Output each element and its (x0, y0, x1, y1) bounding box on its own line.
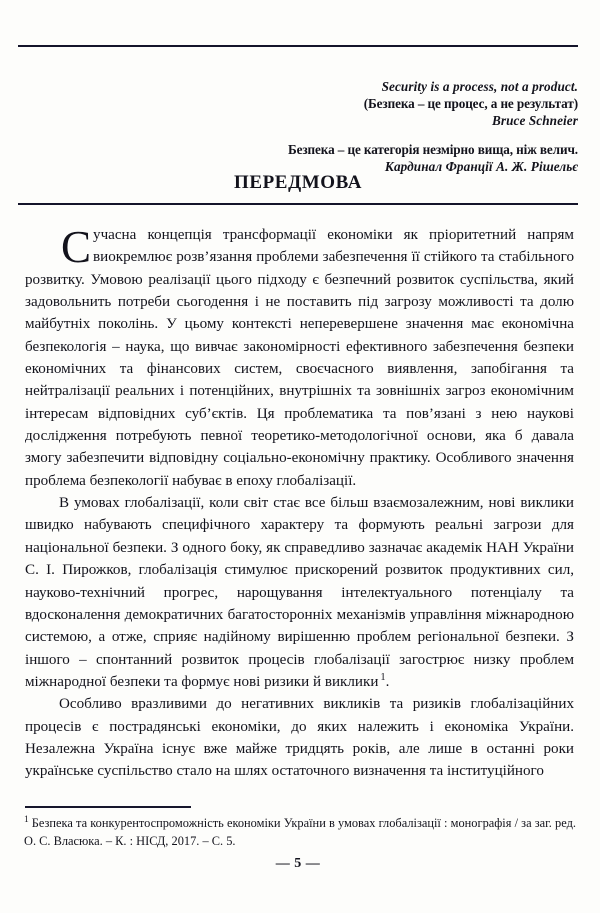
paragraph-3: Особливо вразливими до негативних викликів та ризиків глобалізаційних процесів є пострадянські економіки, до яких належить і економіка України. Незалежна Україна існує вже майже тридцять років, але лише в останні роки українське суспільство стало на шлях остаточного визначення та інституційного (25, 696, 574, 780)
epigraph-block (18, 78, 578, 175)
footnote-reference-marker[interactable]: 1 (380, 671, 386, 683)
paragraph-2-text: В умовах глобалізації, коли світ стає все більш взаємозалежним, нові виклики швидко набувають специфічного характеру та формують реальні загрози для національної безпеки. З одного боку, як справедливо зазначає академік НАН України С. І. Пирожков, глобалізація стимулює прискорений розвиток продуктивних сил, науково-технічний прогрес, нарощування інтелектуального потенціалу та вдосконалення демократичних багатосторонніх механізмів управління міжнародною системою, а отже, сприяє надійному вирішенню проблем регіональної безпеки. З іншого – спонтанний розвиток процесів глобалізації загострює низку проблем міжнародної безпеки та формує нові ризики й виклики (25, 495, 574, 690)
epigraph-1-quote-original: Security is a process, not a product. (381, 79, 578, 94)
epigraph-1-quote-translation: (Безпека – це процес, а не результат) (363, 96, 578, 112)
paragraph-1-text: учасна концепція трансформації економіки як пріоритетний напрям виокремлює розв’язання проблеми забезпечення її стійкого та стабільного розвитку. Умовою реалізації цього підходу є безпечний розвиток суспільства, який задовольнить потреби сьогодення і не поставить під загрозу можливості та долю майбутніх поколінь. У цьому контексті неперевершене значення має економічна безпекологія – наука, що вивчає закономірності ефективного забезпечення безпеки економічних та фінансових систем, своєчасного виявлення, запобігання та нейтралізації реальних і потенційних, внутрішніх та зовнішніх загроз економічним інтересам відповідних суб’єктів. Ця проблематика та пов’язані з нею наукові дослідження потребують певної теоретико-методологічної основи, яка б давала змогу забезпечити відповідну соціально-економічну практику. Особливого значення проблема безпекології набуває в епоху глобалізації. (25, 227, 574, 489)
paragraph-2-text-tail: . (385, 673, 390, 690)
paragraph-2 (25, 492, 574, 693)
heading-underline-rule (18, 203, 578, 205)
drop-cap: С (61, 222, 92, 272)
body-text-column (25, 224, 574, 783)
footnote-marker: 1 (24, 814, 29, 825)
top-horizontal-rule (18, 45, 578, 47)
paragraph-1 (25, 224, 574, 492)
footnote-text: Безпека та конкурентоспроможність економіки України в умовах глобалізації : монографія / за заг. ред. О. С. Власюка. – К. : НІСД, 2017. – С. 5. (24, 816, 576, 848)
epigraph-1-author: Bruce Schneier (491, 113, 578, 129)
epigraph-spacer (18, 130, 578, 141)
footnote-separator-rule (25, 806, 191, 808)
epigraph-2-author: Кардинал Франції А. Ж. Рішельє (384, 158, 578, 174)
page-number: — 5 — (275, 856, 321, 871)
page-title: ПЕРЕДМОВА (233, 172, 363, 193)
epigraph-2-quote-original: Безпека – це категорія незмірно вища, ніж велич. (287, 141, 578, 157)
footnote (24, 814, 576, 850)
